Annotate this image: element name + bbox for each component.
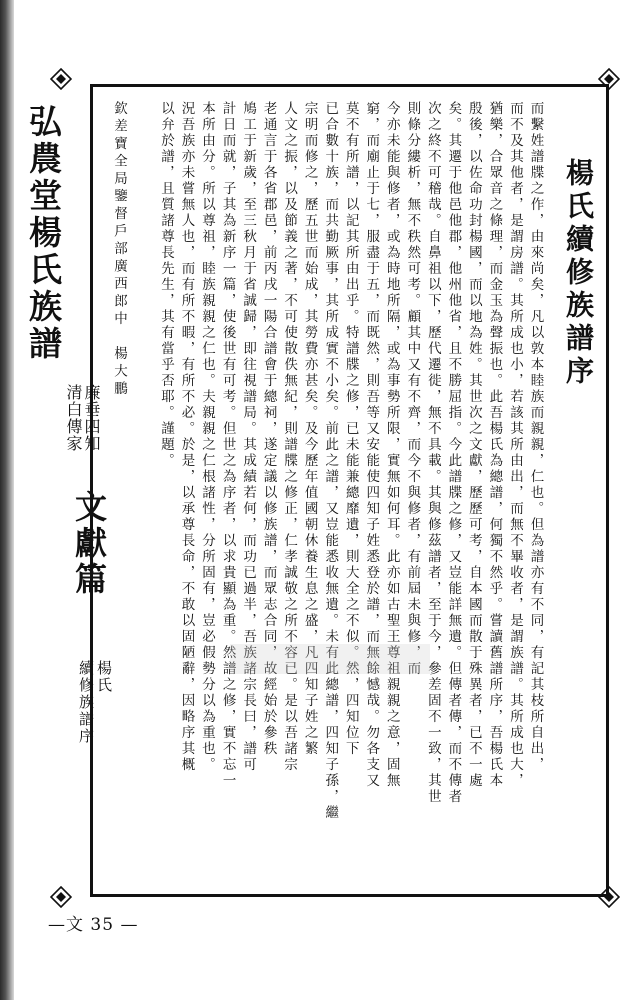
text-column: 老通言于各省郡邑，前丙戌一陽合譜會于總祠，遂定議以修族譜，而眾志合同，故經始於參秩 [260,101,277,757]
author-credit: 欽差寶全局鑒督戶部廣西郎中 楊大鵬 [111,101,127,399]
text-column: 況吾族亦未嘗無人也，而有所不暇，有所不必。於是，以承尊長命，不敢以固陋辭，因略序其概 [178,101,195,773]
book-title: 弘農堂楊氏族譜 [24,104,63,363]
text-column: 以弁於譜，且質諸尊長先生，其有當乎否耶。謹題。 [158,101,174,469]
text-column: 本所由分。所以尊祖，睦族親親之仁也。夫親親之仁根諸性，分所固有，豈必假勢分以為重也。 [199,101,216,773]
text-column: 窮，而廟止于七，服盡于五，而既然，則吾等又安能使四知子姓悉登於譜，而無餘憾哉。勿各支又 [363,101,380,789]
scan-edge [0,0,14,1000]
text-column: 宗明而修之，歷五世而始成，其勞費亦甚矣。及今歷年值國朝休養生息之盛，凡四知子姓之繁 [301,101,318,757]
motto-line-2: 清白傳家 [64,384,83,452]
text-column: 次之終不可稽哉。自鼻祖以下，歷代遷徙，無不具載。其與修茲譜者，至于今，參差固不一致，其世 [424,101,441,805]
text-column: 人文之振，以及節義之著，不可使散佚無紀，則譜牒之修正，仁孝誠敬之所不容已。是以吾諸宗 [281,101,298,773]
article-body [154,101,544,821]
section-title: 文獻篇 [70,490,108,598]
text-column: 矣。其遷于他邑他郡，他州他省，且不勝屈指。今此譜牒之修，又豈能詳無遺。但傳者傳，而不傳者 [445,101,462,805]
motto-line-1: 廉垂四知 [82,384,101,452]
watermark [230,644,430,674]
page-number: —文 35 — [48,915,139,935]
text-column: 今亦未能與修者，或為時地所隔，或為事勢所限，實無如何耳。此亦如古聖王尊祖親親之意，固無 [383,101,400,789]
text-column: 鳩工于新歲，至三秋月于省誠歸，即往視譜局。其成績若何，而功已過半，吾族諸宗長曰，譜可 [240,101,257,773]
text-column: 計日而就，子其為新序一篇，使後世有可考。但世之為序者，以求貴顯為重。然譜之修，實不忘一 [219,101,236,789]
footer-line-1: 楊氏 [95,660,113,694]
text-column: 而不及其他者，是謂房譜。其所成也小，若該其所由出，而無不畢收者，是謂族譜。其所成也大， [506,101,523,789]
diamond-ornament-icon [50,68,72,90]
diamond-ornament-icon [50,886,72,908]
text-column: 已合數十族，而共勤厥事，其所成實不小矣。前此之譜，又豈能悉收無遺。未有此總譜，四知子孫，繼 [322,101,339,821]
text-column: 殷後，以佐命功封楊國，而以地為姓。其世次之文獻，歷歷可考，自本國而散于殊異者，已不一處 [465,101,482,789]
footer-line-2: 續修族譜序 [77,660,95,745]
article-title: 楊氏續修族譜序 [562,158,595,389]
text-column: 則條分縷析，無不秩然可考。顧其中又有不齊，而今不與修者，有前屆未與修，而 [404,101,421,677]
text-column: 猶樂，合眾音之條理，而金玉為聲振也。此吾楊氏為總譜，何獨不然乎。嘗讀舊譜所序，吾楊氏本 [486,101,503,789]
text-column: 莫不有所譜，以記其所由出乎。特譜牒之修，已未能兼總靡遺，則大全之不似。然，四知位下 [342,101,359,757]
text-column: 而繫姓譜牒之作，由來尚矣，凡以敦本睦族而親親，仁也。但為譜亦有不同，有記其枝所自出， [527,101,544,773]
